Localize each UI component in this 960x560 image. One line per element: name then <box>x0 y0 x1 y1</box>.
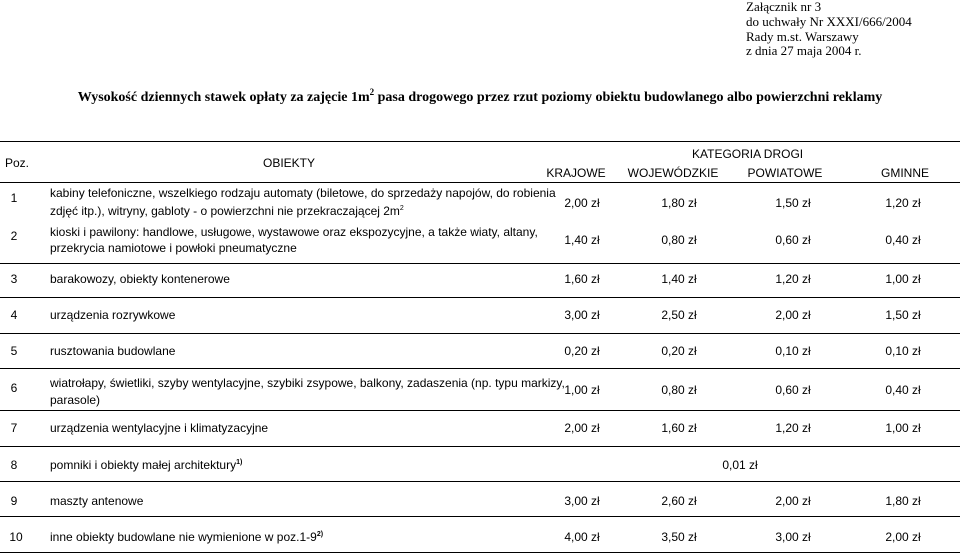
row-number: 7 <box>10 421 18 435</box>
annex-line: do uchwały Nr XXXI/666/2004 <box>746 13 912 29</box>
value-powiatowe: 1,20 zł <box>775 272 811 286</box>
row-number: 9 <box>10 494 18 508</box>
table-rule <box>0 333 960 334</box>
row-number: 1 <box>10 191 18 205</box>
table-rule <box>0 297 960 298</box>
value-wojewodzkie: 1,40 zł <box>661 272 697 286</box>
value-wojewodzkie: 0,80 zł <box>661 233 697 247</box>
value-gminne: 0,40 zł <box>885 233 921 247</box>
description-line: parasole) <box>50 393 101 407</box>
row-number: 10 <box>9 530 23 544</box>
annex-line: Załącznik nr 3 <box>746 0 822 14</box>
table-rule <box>0 182 960 183</box>
header-col-gminne: GMINNE <box>881 166 929 180</box>
value-krajowe: 1,40 zł <box>564 233 600 247</box>
value-wojewodzkie: 2,50 zł <box>661 308 697 322</box>
document-title <box>0 87 960 106</box>
value-gminne: 1,80 zł <box>885 494 921 508</box>
value-gminne: 0,10 zł <box>885 344 921 358</box>
row-description: maszty antenowe <box>50 494 144 508</box>
header-col-powiatowe: POWIATOWE <box>747 166 823 180</box>
value-powiatowe: 0,60 zł <box>775 233 811 247</box>
table-rule <box>0 481 960 482</box>
row-number: 6 <box>10 381 18 395</box>
value-powiatowe: 0,10 zł <box>775 344 811 358</box>
value-gminne: 1,20 zł <box>885 196 921 210</box>
row-number: 2 <box>10 229 18 243</box>
value-krajowe: 2,00 zł <box>564 421 600 435</box>
value-merged: 0,01 zł <box>722 458 758 472</box>
value-krajowe: 3,00 zł <box>564 494 600 508</box>
table-rule <box>0 446 960 447</box>
value-gminne: 0,40 zł <box>885 383 921 397</box>
description-line: przekrycia namiotowe i powłoki pneumatyczne <box>50 241 297 255</box>
value-krajowe: 2,00 zł <box>564 196 600 210</box>
row-description <box>50 241 297 256</box>
row-description <box>50 393 100 408</box>
row-number: 5 <box>10 344 18 358</box>
description-text: inne obiekty budowlane nie wymienione w poz.1-9 <box>50 530 317 544</box>
value-gminne: 2,00 zł <box>885 530 921 544</box>
value-krajowe: 4,00 zł <box>564 530 600 544</box>
value-wojewodzkie: 3,50 zł <box>661 530 697 544</box>
row-number: 4 <box>10 308 18 322</box>
value-powiatowe: 0,60 zł <box>775 383 811 397</box>
value-krajowe: 3,00 zł <box>564 308 600 322</box>
value-wojewodzkie: 1,60 zł <box>661 421 697 435</box>
row-description: urządzenia rozrywkowe <box>50 308 176 322</box>
value-wojewodzkie: 0,80 zł <box>661 383 697 397</box>
description-line: kioski i pawilony: handlowe, usługowe, wystawowe oraz ekspozycyjne, a także wiaty, altany, <box>50 225 538 239</box>
value-wojewodzkie: 2,60 zł <box>661 494 697 508</box>
title-part: pasa drogowego przez rzut poziomy obiektu budowlanego albo powierzchni reklamy <box>374 90 883 105</box>
value-krajowe: 1,00 zł <box>564 383 600 397</box>
value-gminne: 1,00 zł <box>885 421 921 435</box>
row-description <box>50 204 404 219</box>
value-powiatowe: 2,00 zł <box>775 308 811 322</box>
title-part: Wysokość dziennych stawek opłaty za zajęcie 1m <box>77 90 370 105</box>
value-powiatowe: 1,50 zł <box>775 196 811 210</box>
footnote-marker: 2) <box>316 531 324 538</box>
table-rule <box>0 516 960 517</box>
value-gminne: 1,00 zł <box>885 272 921 286</box>
row-description: urządzenia wentylacyjne i klimatyzacyjne <box>50 421 269 435</box>
table-rule <box>0 141 960 142</box>
table-rule <box>0 368 960 369</box>
annex-line: z dnia 27 maja 2004 r. <box>746 43 862 59</box>
table-rule <box>0 263 960 264</box>
header-poz: Poz. <box>5 156 30 170</box>
annex-line: Rady m.st. Warszawy <box>746 28 859 44</box>
row-number: 3 <box>10 272 18 286</box>
value-krajowe: 1,60 zł <box>564 272 600 286</box>
row-description <box>50 186 556 201</box>
row-description: barakowozy, obiekty kontenerowe <box>50 272 230 286</box>
row-description <box>50 376 565 391</box>
description-text: pomniki i obiekty małej architektury <box>50 458 237 472</box>
header-kategoria: KATEGORIA DROGI <box>692 147 804 161</box>
header-obiekty: OBIEKTY <box>263 156 316 170</box>
table-rule <box>0 410 960 411</box>
header-col-wojewodzkie: WOJEWÓDZKIE <box>627 166 719 180</box>
value-krajowe: 0,20 zł <box>564 344 600 358</box>
footnote-marker: 1) <box>236 459 243 466</box>
row-description <box>50 530 323 545</box>
row-description <box>50 225 538 240</box>
header-col-krajowe: KRAJOWE <box>546 166 606 180</box>
unit-superscript: 2 <box>399 205 404 212</box>
row-number: 8 <box>10 458 18 472</box>
row-description: rusztowania budowlane <box>50 344 176 358</box>
description-line: kabiny telefoniczne, wszelkiego rodzaju automaty (biletowe, do sprzedaży napojów, do robienia <box>50 186 556 200</box>
description-line: zdjęć itp.), witryny, gabloty - o powierzchni nie przekraczającej 2m <box>50 204 400 218</box>
row-description <box>50 458 242 473</box>
value-powiatowe: 3,00 zł <box>775 530 811 544</box>
value-powiatowe: 2,00 zł <box>775 494 811 508</box>
title-superscript: 2 <box>369 87 375 97</box>
value-wojewodzkie: 1,80 zł <box>661 196 697 210</box>
value-wojewodzkie: 0,20 zł <box>661 344 697 358</box>
description-line: wiatrołapy, świetliki, szyby wentylacyjne, szybiki zsypowe, balkony, zadaszenia (np. typu markizy, <box>50 376 565 390</box>
table-rule <box>0 552 960 553</box>
annex-header <box>746 0 912 59</box>
value-powiatowe: 1,20 zł <box>775 421 811 435</box>
value-gminne: 1,50 zł <box>885 308 921 322</box>
